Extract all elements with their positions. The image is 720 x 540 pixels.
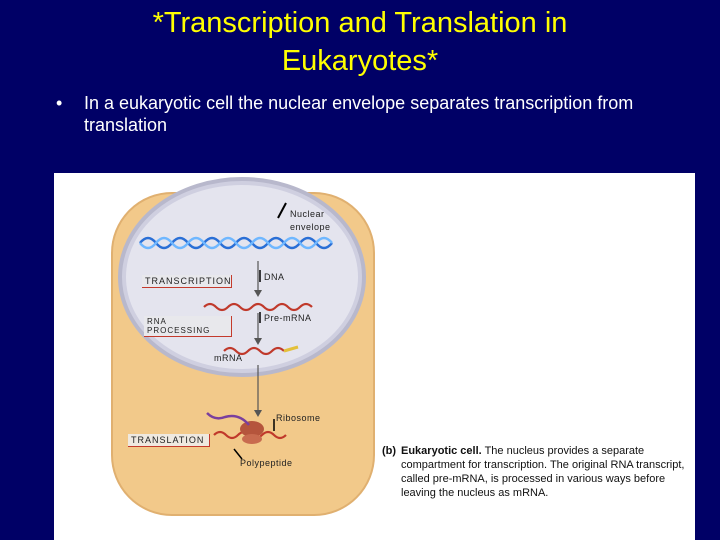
label-nuclear-envelope-1: Nuclear <box>290 209 325 219</box>
bullet-marker: • <box>56 93 63 113</box>
label-mrna: mRNA <box>214 353 243 363</box>
slide-title <box>0 4 720 80</box>
label-dna: DNA <box>264 272 285 282</box>
ribosome-small <box>242 434 262 444</box>
title-line-1: *Transcription and Translation in <box>152 7 568 39</box>
diagram-figure <box>54 173 695 540</box>
label-ribosome: Ribosome <box>276 413 321 423</box>
title-line-2: Eukaryotes* <box>281 45 439 77</box>
label-nuclear-envelope-2: envelope <box>290 222 331 232</box>
bullet-text: In a eukaryotic cell the nuclear envelope separates transcription from translation <box>84 93 634 135</box>
caption-marker: (b) <box>382 445 397 457</box>
label-transcription: TRANSCRIPTION <box>142 275 232 288</box>
caption-body: The nucleus provides a separate compartment for transcription. The original RNA transcript, called pre-mRNA, is processed in various ways before leaving the nucleus as mRNA. <box>401 445 685 499</box>
label-polypeptide: Polypeptide <box>240 458 293 468</box>
label-rna-processing: RNA PROCESSING <box>144 316 232 337</box>
label-translation: TRANSLATION <box>128 434 210 447</box>
figure-caption <box>382 444 687 500</box>
caption-heading: Eukaryotic cell. <box>401 445 482 457</box>
label-pre-mrna: Pre-mRNA <box>264 313 312 323</box>
label-nuclear-envelope <box>290 208 331 234</box>
